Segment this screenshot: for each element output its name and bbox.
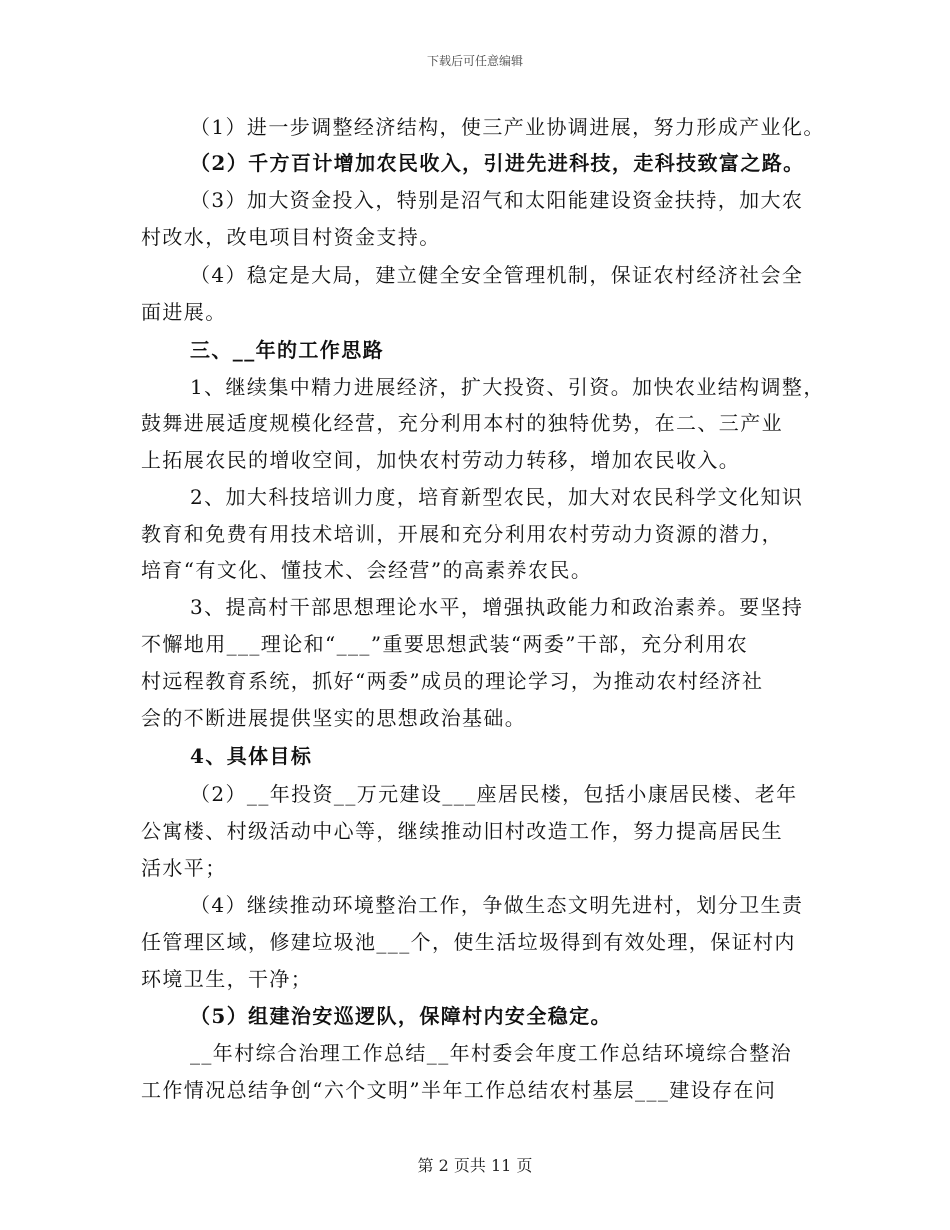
paragraph-line: 教育和免费有用技术培训，开展和充分利用农村劳动力资源的潜力， [141,522,783,546]
paragraph-line: （4）稳定是大局，建立健全安全管理机制，保证农村经济社会全 [190,263,804,287]
paragraph-line: 村改水，改电项目村资金支持。 [141,225,441,249]
paragraph-line: 公寓楼、村级活动中心等，继续推动旧村改造工作，努力提高居民生 [141,819,783,843]
paragraph-line: （3）加大资金投入，特别是沼气和太阳能建设资金扶持，加大农 [190,188,804,212]
paragraph-line: 任管理区域，修建垃圾池___个，使生活垃圾得到有效处理，保证村内 [141,930,796,954]
paragraph-line: 培育“有文化、懂技术、会经营”的高素养农民。 [141,558,593,582]
page-header: 下载后可任意编辑 [426,54,523,68]
paragraph-line: 不懈地用___理论和“___”重要思想武装“两委”干部，充分利用农 [141,632,749,656]
paragraph-line: __年村综合治理工作总结__年村委会年度工作总结环境综合整治 [190,1041,792,1065]
paragraph-line: （2）__年投资__万元建设___座居民楼，包括小康居民楼、老年 [190,782,798,806]
paragraph-line: （1）进一步调整经济结构，使三产业协调进展，努力形成产业化。 [190,115,825,139]
paragraph-line: 活水平； [141,856,227,880]
paragraph-line: 上拓展农民的增收空间，加快农村劳动力转移，增加农民收入。 [141,448,741,472]
paragraph-line: 村远程教育系统，抓好“两委”成员的理论学习，为推动农村经济社 [141,669,764,693]
paragraph-line: 环境卫生，干净； [141,967,313,991]
paragraph-line: 3、提高村干部思想理论水平，增强执政能力和政治素养。要坚持 [190,595,804,619]
paragraph-line: 面进展。 [141,300,227,324]
section-heading: 三、__年的工作思路 [190,338,384,362]
paragraph-line: 工作情况总结争创“六个文明”半年工作总结农村基层___建设存在问 [141,1078,777,1102]
paragraph-line: 会的不断进展提供坚实的思想政治基础。 [141,706,527,730]
paragraph-line: 1、继续集中精力进展经济，扩大投资、引资。加快农业结构调整， [190,375,825,399]
paragraph-line: （4）继续推动环境整治工作，争做生态文明先进村，划分卫生责 [190,893,804,917]
paragraph-line: 2、加大科技培训力度，培育新型农民，加大对农民科学文化知识 [190,485,804,509]
bold-paragraph-line: （5）组建治安巡逻队，保障村内安全稳定。 [190,1004,612,1028]
section-heading: 4、具体目标 [190,744,313,768]
bold-paragraph-line: （2）千方百计增加农民收入，引进先进科技，走科技致富之路。 [190,151,805,175]
page-number: 第 2 页共 11 页 [417,1156,533,1175]
paragraph-line: 鼓舞进展适度规模化经营，充分利用本村的独特优势，在二、三产业 [141,411,783,435]
